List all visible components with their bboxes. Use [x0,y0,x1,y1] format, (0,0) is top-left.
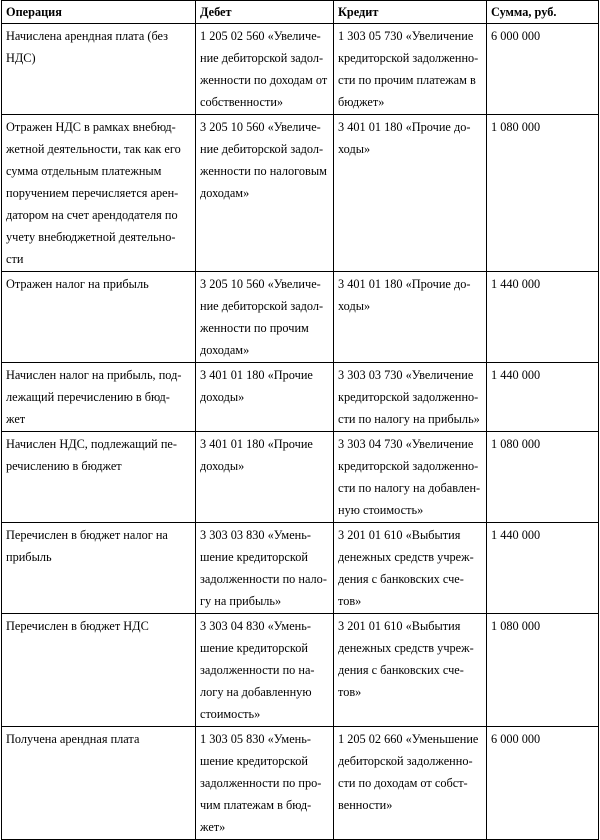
debit-cell: 3 205 10 560 «Увеличе- ние дебиторской задол- женности по налоговым доходам» [196,115,334,272]
debit-cell: 3 303 03 830 «Умень- шение кредиторской задолженности по нало- гу на прибыль» [196,523,334,614]
header-operation: Операция [2,1,196,24]
table-row [2,24,599,115]
header-amount: Сумма, руб. [487,1,599,24]
table-row [2,272,599,363]
amount-cell: 1 080 000 [487,432,599,523]
debit-cell: 1 205 02 560 «Увеличе- ние дебиторской задол- женности по доходам от собственности» [196,24,334,115]
credit-cell: 3 401 01 180 «Прочие до- ходы» [334,115,487,272]
amount-cell: 1 440 000 [487,523,599,614]
accounting-entries-table [1,0,599,840]
credit-cell: 1 205 02 660 «Уменьшение дебиторской задолженно- сти по доходам от собст- венности» [334,727,487,840]
credit-cell: 1 303 05 730 «Увеличение кредиторской задолженно- сти по прочим платежам в бюджет» [334,24,487,115]
amount-cell: 1 080 000 [487,115,599,272]
header-row [2,1,599,24]
credit-cell: 3 401 01 180 «Прочие до- ходы» [334,272,487,363]
credit-cell: 3 303 04 730 «Увеличение кредиторской задолженно- сти по налогу на добавлен- ную стоимость» [334,432,487,523]
credit-cell: 3 201 01 610 «Выбытия денежных средств учреж- дения с банковских сче- тов» [334,614,487,727]
amount-cell: 1 440 000 [487,272,599,363]
debit-cell: 3 401 01 180 «Прочие доходы» [196,363,334,432]
amount-cell: 1 440 000 [487,363,599,432]
debit-cell: 3 401 01 180 «Прочие доходы» [196,432,334,523]
table-row [2,727,599,840]
debit-cell: 3 205 10 560 «Увеличе- ние дебиторской задол- женности по прочим доходам» [196,272,334,363]
table-row [2,115,599,272]
operation-cell: Перечислен в бюджет налог на прибыль [2,523,196,614]
header-debit: Дебет [196,1,334,24]
credit-cell: 3 303 03 730 «Увеличение кредиторской задолженно- сти по налогу на прибыль» [334,363,487,432]
operation-cell: Получена арендная плата [2,727,196,840]
credit-cell: 3 201 01 610 «Выбытия денежных средств учреж- дения с банковских сче- тов» [334,523,487,614]
operation-cell: Отражен НДС в рамках внебюд- жетной деятельности, так как его сумма отдельным платежным поручением перечисляется арен- датором на счет арендодателя по учету внебюджетной деятельно- сти [2,115,196,272]
table-row [2,523,599,614]
table-row [2,432,599,523]
operation-cell: Отражен налог на прибыль [2,272,196,363]
amount-cell: 6 000 000 [487,727,599,840]
amount-cell: 6 000 000 [487,24,599,115]
table-row [2,614,599,727]
table-row [2,363,599,432]
operation-cell: Начислен НДС, подлежащий пе- речислению в бюджет [2,432,196,523]
header-credit: Кредит [334,1,487,24]
debit-cell: 3 303 04 830 «Умень- шение кредиторской задолженности по на- логу на добавленную стоимость» [196,614,334,727]
operation-cell: Начислен налог на прибыль, под- лежащий перечислению в бюд- жет [2,363,196,432]
operation-cell: Перечислен в бюджет НДС [2,614,196,727]
operation-cell: Начислена арендная плата (без НДС) [2,24,196,115]
amount-cell: 1 080 000 [487,614,599,727]
debit-cell: 1 303 05 830 «Умень- шение кредиторской задолженности по про- чим платежам в бюд- жет» [196,727,334,840]
